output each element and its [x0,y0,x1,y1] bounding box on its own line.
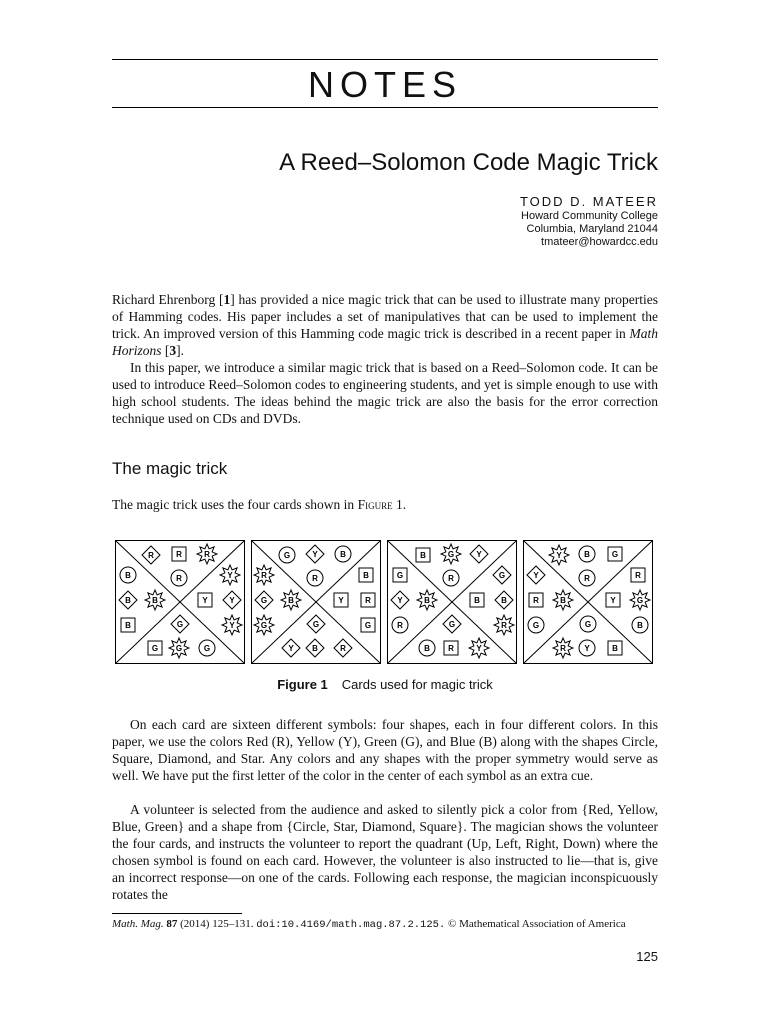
symbol-color-letter: B [363,571,369,580]
symbol-star-icon [630,590,650,610]
footer-pages: (2014) 125–131. [180,918,254,930]
symbol-square-icon [172,547,186,561]
symbol-circle-icon [443,570,459,586]
symbol-square-icon [334,593,348,607]
author-name: TODD D. MATEER [519,194,658,209]
symbol-color-letter: R [365,596,371,605]
symbol-color-letter: G [448,620,456,629]
card-4 [523,540,653,664]
symbol-square-icon [470,593,484,607]
symbol-square-icon [121,618,135,632]
symbol-color-letter: Y [227,571,233,580]
symbol-square-icon [148,641,162,655]
footer-volume: 87 [166,918,178,930]
symbol-circle-icon [199,640,215,656]
symbol-color-letter: Y [229,596,235,605]
symbol-color-letter: Y [610,596,616,605]
figure-reference[interactable]: Figure 1 [357,497,403,512]
symbol-star-icon [494,615,514,635]
symbol-circle-icon [528,617,544,633]
symbol-color-letter: Y [476,644,482,653]
card-3 [387,540,517,664]
symbol-color-letter: G [260,596,268,605]
footer-doi[interactable]: doi:10.4169/math.mag.87.2.125. [256,919,446,931]
symbol-star-icon [417,590,437,610]
symbol-color-letter: R [261,571,267,580]
card-1 [115,540,245,664]
symbol-square-icon [416,548,430,562]
symbol-circle-icon [419,640,435,656]
symbol-color-letter: G [498,571,506,580]
symbol-color-letter: B [288,596,294,605]
symbol-color-letter: R [176,574,182,583]
symbol-color-letter: Y [397,596,403,605]
page-number: 125 [636,949,658,964]
subsection-heading: The magic trick [112,459,228,478]
symbol-star-icon [549,545,569,565]
affiliation-address: Columbia, Maryland 21044 [526,223,658,235]
figure-caption [112,677,658,692]
symbol-color-letter: R [584,574,590,583]
card-3-graphic [387,540,517,664]
symbol-square-icon [361,593,375,607]
symbol-color-letter: Y [288,644,294,653]
symbol-square-icon [444,641,458,655]
card-4-graphic [523,540,653,664]
symbol-square-icon [631,568,645,582]
symbol-circle-icon [171,570,187,586]
symbol-square-icon [529,593,543,607]
citation-ref-3[interactable]: 3 [169,343,177,358]
symbol-color-letter: G [364,621,372,630]
journal-name: Math Horizons [112,326,658,358]
symbol-color-letter: R [340,644,346,653]
symbol-star-icon [145,590,165,610]
symbol-star-icon [469,638,489,658]
symbol-star-icon [553,590,573,610]
header-rule-top [112,59,658,60]
symbol-star-icon [441,544,461,564]
symbol-square-icon [359,568,373,582]
symbol-color-letter: R [448,644,454,653]
symbol-color-letter: G [532,621,540,630]
symbol-star-icon [169,638,189,658]
intro-paragraph-1: Richard Ehrenborg [1] has provided a nice magic trick that can be used to illustrate many properties of Hamming codes. His paper includes a set of manipulatives that can be used to implement the trick. An improved version of this Hamming code magic trick is described in a recent paper in Math Horizons [3]. [112,292,659,358]
figure-1 [115,540,655,664]
symbol-square-icon [608,547,622,561]
symbol-square-icon [198,593,212,607]
symbol-circle-icon [392,617,408,633]
symbol-star-icon [222,615,242,635]
symbol-color-letter: R [635,571,641,580]
symbol-star-icon [281,590,301,610]
symbol-color-letter: B [312,644,318,653]
symbol-color-letter: Y [202,596,208,605]
footer-journal: Math. Mag. [112,918,164,930]
symbol-color-letter: G [636,596,644,605]
section-paragraph-3: A volunteer is selected from the audience and asked to silently pick a color from {Red, Yellow, Blue, Green} and a shape from {Circle, Star, Diamond, Square}. The magician shows the volunteer the four cards, and instructs the volunteer to report the quadrant (Up, Left, Right, Down) where the chosen symbol is found on each card. However, the volunteer is also instructed to lie—that is, give an incorrect response—on one of the cards. Following each response, the magician inconspicuously rotates the [112,802,658,902]
symbol-color-letter: Y [533,571,539,580]
symbol-color-letter: G [312,620,320,629]
symbol-square-icon [361,618,375,632]
card-2-graphic [251,540,381,664]
symbol-circle-icon [579,570,595,586]
author-email[interactable]: tmateer@howardcc.edu [541,236,658,248]
symbol-circle-icon [120,567,136,583]
symbol-color-letter: B [420,551,426,560]
symbol-color-letter: B [560,596,566,605]
symbol-star-icon [254,565,274,585]
symbol-color-letter: B [152,596,158,605]
figure-caption-text: Cards used for magic trick [341,677,493,692]
symbol-color-letter: R [448,574,454,583]
symbol-color-letter: G [176,620,184,629]
symbol-color-letter: R [148,551,154,560]
symbol-color-letter: R [533,596,539,605]
symbol-color-letter: B [125,621,131,630]
symbol-color-letter: Y [584,644,590,653]
article-title: A Reed–Solomon Code Magic Trick [279,149,658,176]
section-title: NOTES [307,64,462,105]
footer-rule [112,913,242,914]
symbol-color-letter: Y [312,550,318,559]
symbol-color-letter: R [501,621,507,630]
symbol-circle-icon [579,640,595,656]
section-paragraph-1: The magic trick uses the four cards shown in Figure 1. [112,497,407,512]
symbol-circle-icon [335,546,351,562]
symbol-color-letter: R [560,644,566,653]
symbol-color-letter: B [637,621,643,630]
symbol-color-letter: G [611,550,619,559]
header-rule-bottom [112,107,658,108]
symbol-star-icon [553,638,573,658]
symbol-circle-icon [279,547,295,563]
symbol-color-letter: B [501,596,507,605]
card-1-graphic [115,540,245,664]
symbol-color-letter: Y [476,550,482,559]
symbol-star-icon [220,565,240,585]
symbol-circle-icon [632,617,648,633]
card-2 [251,540,381,664]
symbol-color-letter: Y [338,596,344,605]
symbol-color-letter: B [424,644,430,653]
symbol-color-letter: G [447,550,455,559]
footer-citation [112,918,672,931]
footer-copyright: © Mathematical Association of America [448,918,626,930]
figure-label: Figure 1 [277,677,328,692]
symbol-color-letter: G [283,551,291,560]
symbol-color-letter: B [424,596,430,605]
symbol-color-letter: B [125,571,131,580]
intro-paragraph-2: In this paper, we introduce a similar magic trick that is based on a Reed–Solomon code. It can be used to introduce Reed–Solomon codes to engineering students, and yet is simple enough to use with high school students. The ideas behind the magic trick are also the basis for the error correction technique used on CDs and DVDs. [112,360,658,426]
symbol-color-letter: G [151,644,159,653]
symbol-color-letter: G [260,621,268,630]
symbol-circle-icon [579,546,595,562]
symbol-circle-icon [307,570,323,586]
symbol-color-letter: G [396,571,404,580]
symbol-square-icon [606,593,620,607]
symbol-color-letter: R [312,574,318,583]
symbol-color-letter: R [204,550,210,559]
citation-ref-1[interactable]: 1 [223,292,231,307]
symbol-circle-icon [580,616,596,632]
symbol-color-letter: B [474,596,480,605]
symbol-color-letter: B [340,550,346,559]
section-paragraph-2: On each card are sixteen different symbols: four shapes, each in four different colors. In this paper, we use the colors Red (R), Yellow (Y), Green (G), and Blue (B) along with the shapes Circle, Square, Diamond, and Star. Any colors and any shapes with the proper symmetry would serve as well. We have put the first letter of the color in the center of each symbol as an extra cue. [112,717,658,783]
author-block [520,194,658,249]
symbol-square-icon [608,641,622,655]
symbol-color-letter: B [612,644,618,653]
symbol-color-letter: G [203,644,211,653]
symbol-color-letter: Y [229,621,235,630]
symbol-color-letter: R [397,621,403,630]
affiliation-institution: Howard Community College [521,210,658,222]
symbol-color-letter: R [176,550,182,559]
symbol-color-letter: Y [556,551,562,560]
symbol-color-letter: G [584,620,592,629]
symbol-color-letter: B [125,596,131,605]
symbol-color-letter: B [584,550,590,559]
symbol-star-icon [254,615,274,635]
symbol-square-icon [393,568,407,582]
symbol-star-icon [197,544,217,564]
symbol-color-letter: G [175,644,183,653]
